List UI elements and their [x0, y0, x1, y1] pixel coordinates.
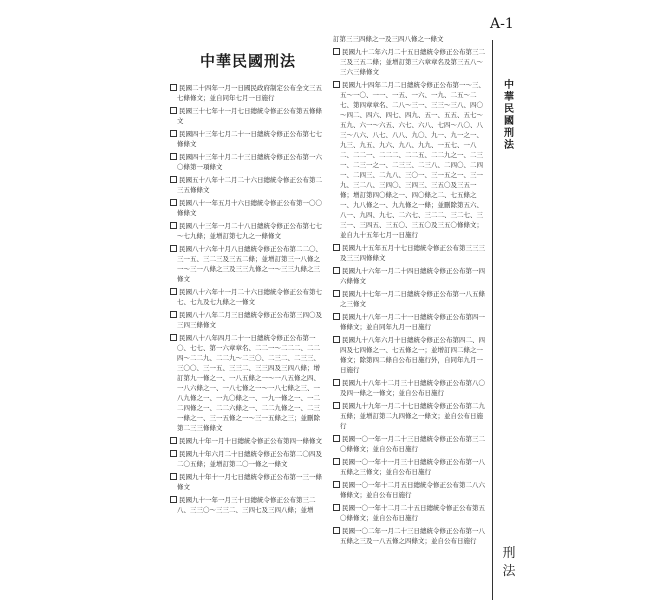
amendment-text: 民國八十六年十一月二十六日總統令修正公布第七七、七九及七九條之一條文 [177, 288, 322, 306]
amendment-entry [333, 80, 488, 240]
amendment-entry [170, 244, 325, 284]
page-number: A-1 [490, 16, 514, 32]
bullet-icon [333, 336, 340, 343]
amendment-text: 民國八十六年十月八日總統令修正公布第二二〇、三一五、三二三及三五二條；並增訂第三一八條之一～三一八條之三及三三九條之一～三三九條之三條文 [177, 245, 322, 283]
bullet-icon [333, 527, 340, 534]
amendment-text: 民國一〇一年十二月五日總統令修正公布第二八六條條文；並自公布日施行 [340, 481, 485, 499]
bullet-icon [333, 481, 340, 488]
amendment-entry [170, 175, 325, 195]
amendment-entry [333, 34, 488, 44]
amendment-text: 民國一〇一年十一月三十日總統令修正公布第一八五條之三條文；並自公布日施行 [340, 458, 485, 476]
left-column [170, 83, 325, 518]
amendment-entry [333, 312, 488, 332]
amendment-entry [170, 152, 325, 172]
amendment-text: 民國二十四年一月一日國民政府制定公布全文三五七條條文；並自同年七月一日施行 [177, 84, 322, 102]
bullet-icon [170, 473, 177, 480]
amendment-entry [170, 221, 325, 241]
amendment-text: 民國九十一年一月三十日總統令修正公布第三二八、三三〇～三三二、三四七及三四八條；並增 [177, 496, 316, 514]
amendment-text: 民國九十八年六月十日總統令修正公布第四二、四四及七四條之一、七五條之一；並增訂四二條之一條文；除第四二條自公布日施行外，自同年九月一日施行 [340, 336, 485, 374]
amendment-entry [170, 495, 325, 515]
document-title: 中華民國刑法 [200, 52, 297, 70]
bullet-icon [333, 504, 340, 511]
amendment-entry [333, 266, 488, 286]
bullet-icon [333, 458, 340, 465]
bullet-icon [333, 267, 340, 274]
amendment-text: 民國九十八年一月二十一日總統令修正公布第四一條條文；並自同年九月一日施行 [340, 313, 485, 331]
amendment-text: 民國九十五年五月十七日總統令修正公布第三三三及三三四條條文 [340, 244, 485, 262]
amendment-entry [170, 436, 325, 446]
amendment-text: 民國八十八年四月二十一日總統令修正公布第一〇、七七、第一六章章名、二二一～二二二、二二四～二二九、二二九～二三〇、二三二、二三三、三〇〇、三一五、三三二、三三四及三四八條；增訂第九一條之一、一八五條之一～一八五條之四、一八六條之一、一八七條之一～一八七條之三、一八九條之一、一九〇條之一、一九一條之一、一二二四條之一、二二六條之一、二二九條之一、二三一條之一、三一五條之一～三一五條之三；並刪除第二三三條條文 [177, 334, 320, 432]
side-footer: 刑法 [502, 546, 516, 579]
amendment-entry [333, 526, 488, 546]
amendment-text: 民國一〇一年一月二十三日總統令修正公布第三二〇條條文；並自公布日施行 [340, 435, 485, 453]
amendment-entry [333, 243, 488, 263]
amendment-entry [333, 480, 488, 500]
amendment-entry [333, 457, 488, 477]
bullet-icon [170, 107, 177, 114]
right-column [333, 34, 488, 549]
bullet-icon [170, 130, 177, 137]
bullet-icon [333, 81, 340, 88]
bullet-icon [333, 48, 340, 55]
amendment-entry [170, 129, 325, 149]
bullet-icon [333, 435, 340, 442]
amendment-text: 民國一〇二年一月二十三日總統令修正公布第一八五條之三及一八五條之四條文；並自公布日施行 [340, 527, 485, 545]
vertical-rule [492, 40, 493, 600]
side-title: 中華民國刑法 [504, 80, 514, 151]
bullet-icon [170, 245, 177, 252]
bullet-icon [333, 402, 340, 409]
bullet-icon [170, 288, 177, 295]
amendment-entry [170, 106, 325, 126]
amendment-text: 民國九十七年一月二日總統令修正公布第一八五條之三條文 [340, 290, 485, 308]
amendment-entry [170, 472, 325, 492]
bullet-icon [170, 311, 177, 318]
amendment-entry [333, 401, 488, 431]
amendment-text: 民國九十年十一月七日總統令修正公布第一三一條條文 [177, 473, 322, 491]
amendment-text: 民國八十三年一月二十八日總統令修正公布第七七～七九條；並增訂第七九之一條條文 [177, 222, 322, 240]
amendment-text: 民國一〇一年十二月二十五日總統令修正公布第五〇條條文；並自公布日施行 [340, 504, 485, 522]
amendment-text: 民國四十三年十月二十三日總統令修正公布第一六〇條第一項條文 [177, 153, 322, 171]
bullet-icon [170, 222, 177, 229]
bullet-icon [333, 379, 340, 386]
amendment-entry [170, 310, 325, 330]
amendment-text: 民國四十三年七月二十一日總統令修正公布第七七條條文 [177, 130, 322, 148]
amendment-text: 民國三十七年十一月七日總統令修正公布第五條條文 [177, 107, 322, 125]
amendment-text: 民國九十二年六月二十五日總統令修正公布第三二三及三五二條；並增訂第三六章章名及第三五八～三六三條條文 [340, 48, 485, 76]
amendment-entry [170, 83, 325, 103]
bullet-icon [170, 437, 177, 444]
amendment-text: 民國九十年一月十日總統令修正公布第四一條條文 [179, 437, 322, 445]
bullet-icon [170, 84, 177, 91]
amendment-entry [333, 503, 488, 523]
bullet-icon [170, 334, 177, 341]
amendment-entry [170, 287, 325, 307]
bullet-icon [170, 199, 177, 206]
amendment-entry [170, 198, 325, 218]
bullet-icon [333, 244, 340, 251]
amendment-text: 民國九十六年一月二十四日總統令修正公布第一四六條條文 [340, 267, 485, 285]
bullet-icon [170, 153, 177, 160]
amendment-entry [170, 333, 325, 433]
amendment-entry [333, 47, 488, 77]
amendment-entry [333, 378, 488, 398]
bullet-icon [170, 176, 177, 183]
amendment-text: 民國五十八年十二月二十六日總統令修正公布第二三五條條文 [177, 176, 322, 194]
amendment-text: 民國八十八年二月三日總統令修正公布第三四〇及三四三條條文 [177, 311, 322, 329]
amendment-entry [333, 335, 488, 375]
amendment-text: 民國九十八年十二月三十日總統令修正公布第八〇及四一條之一條文；並自公布日施行 [340, 379, 485, 397]
bullet-icon [170, 450, 177, 457]
amendment-text: 訂第三三四條之一及三四八條之一條文 [333, 35, 444, 43]
bullet-icon [333, 290, 340, 297]
bullet-icon [170, 496, 177, 503]
amendment-entry [333, 289, 488, 309]
amendment-text: 民國九十四年二月二日總統令修正公布第一～三、五～一〇、一一、一五、一六、一九、二五～二七、第四章章名、二八～三一、三三～三八、四〇～四二、四六、四七、四九、五一、五五、五七～五九、六一～六五、六七、六八、七四～八〇、八三～八六、八七、八八、九〇、九一、九一之一、九三、九五、九六、九八、九九、一五七、一八二、二二一、二二二、二二五、二二九之一、二三一、二三一之一、二三三、二三八、二四〇、二四一、二四三、二九八、三〇一、三一五之一、三一九、三二八、三四〇、三四三、三五〇及三五一條；增訂第四〇條之一、四〇條之二、七五條之一、九八條之一、九九條之一條；並刪除第五六、八一、九四、九七、二六七、三二二、三二七、三三一、三四五、三五〇、三五〇及三五〇條條文；並自九十五年七月一日施行 [340, 81, 485, 239]
amendment-text: 民國八十一年五月十六日總統令修正公布第一〇〇條條文 [177, 199, 322, 217]
amendment-text: 民國九十年六月二十日總統令修正公布第二〇四及二〇五條；並增訂第二〇一條之一條文 [177, 450, 322, 468]
amendment-entry [170, 449, 325, 469]
amendment-entry [333, 434, 488, 454]
bullet-icon [333, 313, 340, 320]
amendment-text: 民國九十九年一月二十七日總統令修正公布第二九五條；並增訂第二九四條之一條文；並自公布日施行 [340, 402, 485, 430]
